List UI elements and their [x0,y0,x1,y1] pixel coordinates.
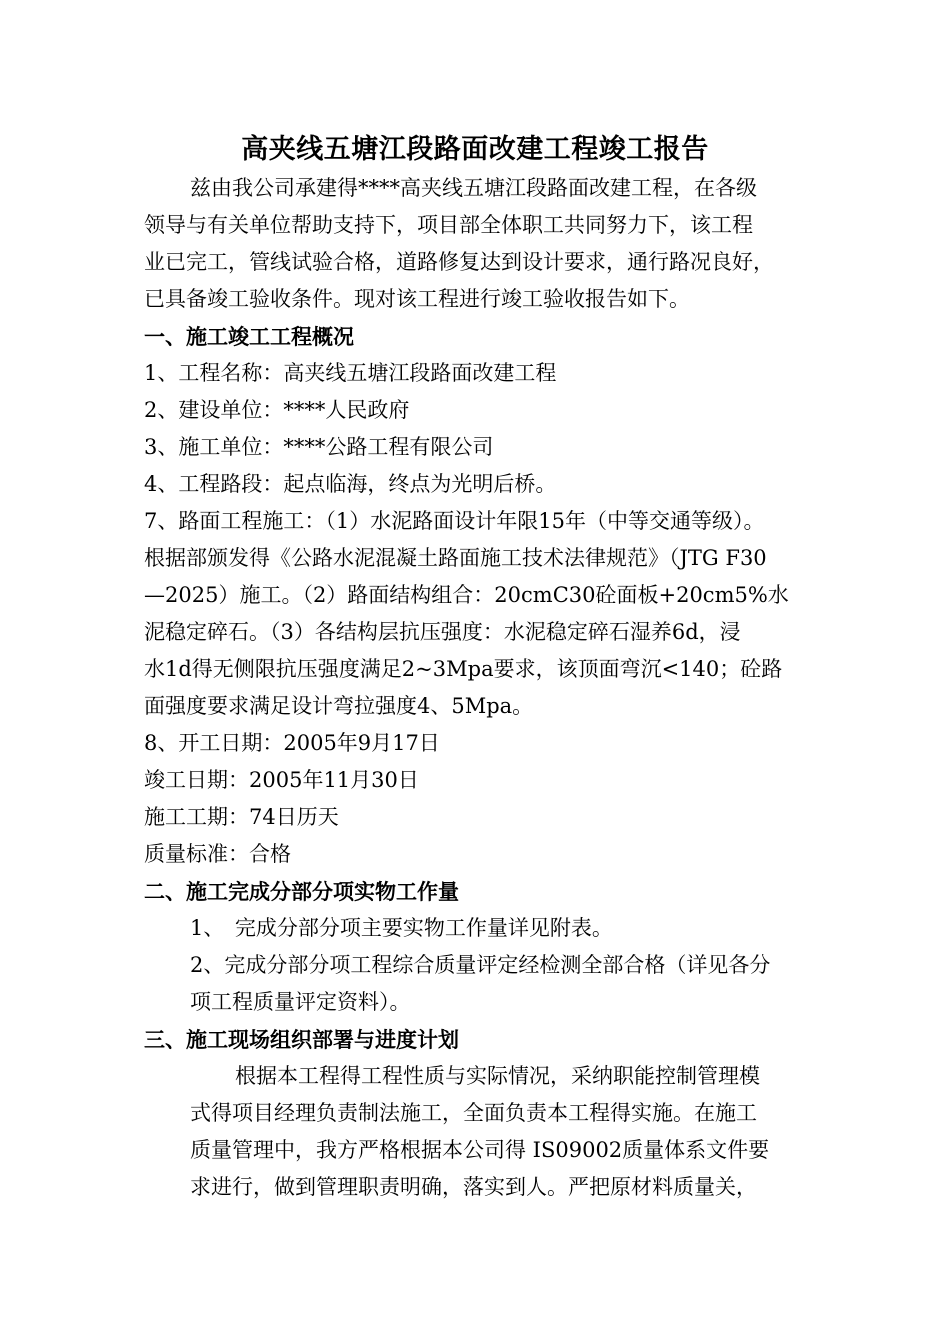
section-3-line: 质量管理中，我方严格根据本公司得 IS09002质量体系文件要 [190,1138,770,1162]
section-2-item: 1、 完成分部分项主要实物工作量详见附表。 [190,916,613,940]
section-1-item: 8、开工日期：2005年9月17日 [144,731,440,755]
intro-line-1: 兹由我公司承建得****高夹线五塘江段路面改建工程，在各级 [190,176,757,200]
section-3-line: 式得项目经理负责制法施工，全面负责本工程得实施。在施工 [190,1101,757,1125]
section-1-item: 1、工程名称：高夹线五塘江段路面改建工程 [144,361,557,385]
section-3-line: 根据本工程得工程性质与实际情况，采纳职能控制管理模 [235,1064,760,1088]
section-1-item: —2025）施工。（2）路面结构组合：20cmC30砼面板+20cm5%水 [144,583,789,607]
section-1-heading: 一、施工竣工工程概况 [144,324,354,349]
section-1-item: 泥稳定碎石。（3）各结构层抗压强度：水泥稳定碎石湿养6d，浸 [144,620,741,644]
section-1-item: 竣工日期：2005年11月30日 [144,768,419,792]
section-2-heading: 二、施工完成分部分项实物工作量 [144,879,459,904]
section-1-item: 3、施工单位：****公路工程有限公司 [144,435,494,459]
section-2-item: 项工程质量评定资料）。 [190,990,411,1014]
section-3-line: 求进行，做到管理职责明确，落实到人。严把原材料质量关， [190,1175,757,1199]
section-1-item: 7、路面工程施工：（1）水泥路面设计年限15年（中等交通等级）。 [144,509,765,533]
section-1-item: 4、工程路段：起点临海，终点为光明后桥。 [144,472,557,496]
intro-line-2: 领导与有关单位帮助支持下，项目部全体职工共同努力下，该工程 [144,213,753,237]
section-1-item: 根据部颁发得《公路水泥混凝土路面施工技术法律规范》（JTG F30 [144,546,767,570]
intro-line-4: 已具备竣工验收条件。现对该工程进行竣工验收报告如下。 [144,287,690,311]
section-1-item: 施工工期：74日历天 [144,805,339,829]
document-title: 高夹线五塘江段路面改建工程竣工报告 [241,134,709,165]
section-1-item: 水1d得无侧限抗压强度满足2~3Mpa要求，该顶面弯沉<140；砼路 [144,657,783,681]
section-3-heading: 三、施工现场组织部署与进度计划 [144,1027,459,1052]
section-1-item: 质量标准：合格 [144,842,291,866]
section-1-item: 面强度要求满足设计弯拉强度4、5Mpa。 [144,694,534,718]
section-2-item: 2、完成分部分项工程综合质量评定经检测全部合格（详见各分 [190,953,771,977]
section-1-item: 2、建设单位：****人民政府 [144,398,410,422]
intro-line-3: 业已完工，管线试验合格，道路修复达到设计要求，通行路况良好， [144,250,774,274]
